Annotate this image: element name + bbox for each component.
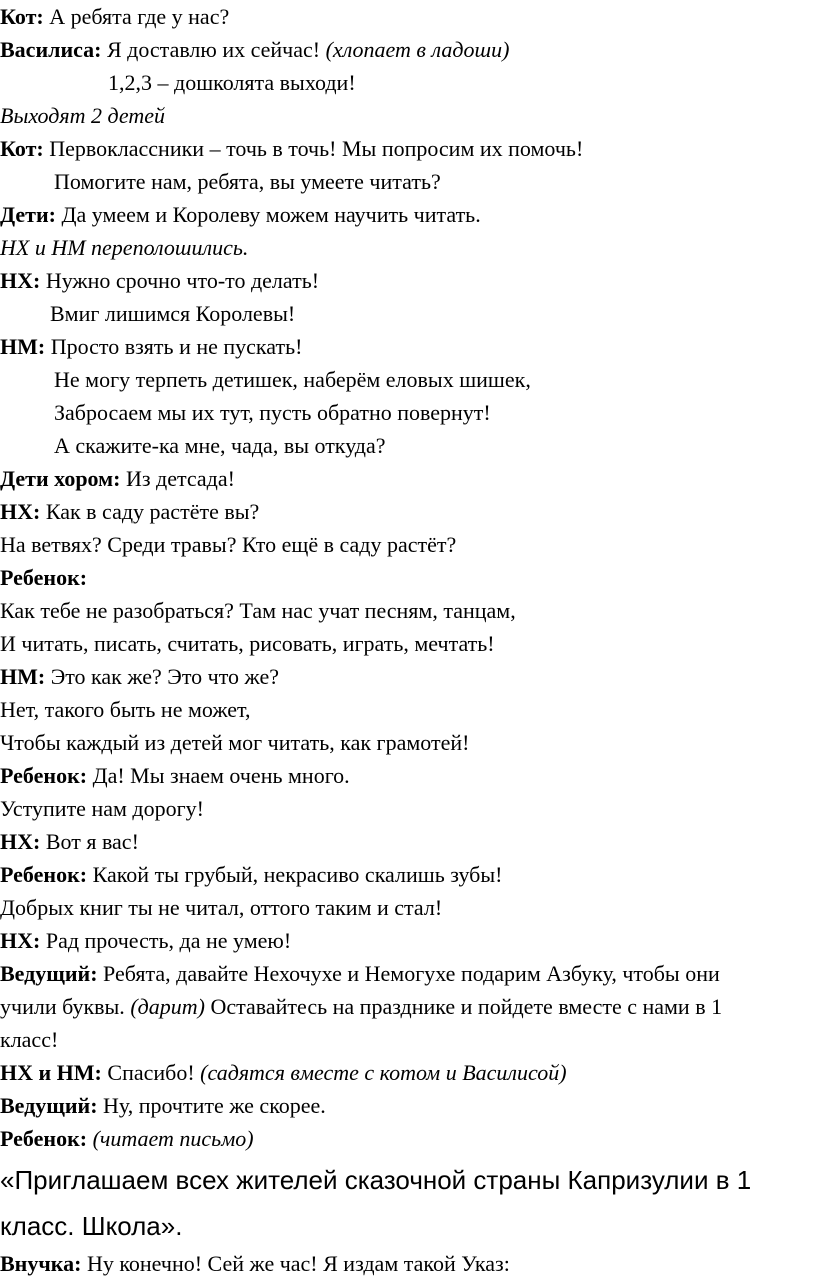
- script-line: [0, 924, 816, 957]
- stage-direction: (дарит): [130, 994, 205, 1019]
- script-line: [0, 495, 816, 528]
- speaker-name: Дети хором:: [0, 466, 121, 491]
- script-line: [0, 660, 816, 693]
- script-line: [0, 462, 816, 495]
- script-line: [0, 957, 816, 990]
- line-text: Спасибо!: [101, 1060, 201, 1085]
- script-line: [0, 1023, 816, 1056]
- line-text: На ветвях? Среди травы? Кто ещё в саду растёт?: [0, 532, 457, 557]
- stage-direction: Выходят 2 детей: [0, 103, 166, 128]
- line-text: И читать, писать, считать, рисовать, играть, мечтать!: [0, 631, 495, 656]
- line-text: Оставайтесь на празднике и пойдете вместе с нами в 1: [204, 994, 723, 1019]
- script-line: [0, 66, 816, 99]
- script-line: [0, 528, 816, 561]
- line-text: Ребята, давайте Нехочухе и Немогухе подарим Азбуку, чтобы они: [97, 961, 720, 986]
- script-line: [0, 396, 816, 429]
- line-text: Не могу терпеть детишек, наберём еловых шишек,: [54, 367, 531, 392]
- line-text: Нет, такого быть не может,: [0, 697, 251, 722]
- line-text: Нужно срочно что-то делать!: [40, 268, 320, 293]
- line-text: А скажите-ка мне, чада, вы откуда?: [54, 433, 386, 458]
- script-line: [0, 594, 816, 627]
- line-text: Вмиг лишимся Королевы!: [50, 301, 296, 326]
- script-line: [0, 165, 816, 198]
- script-line: [0, 198, 816, 231]
- speaker-name: НХ:: [0, 829, 41, 854]
- script-line: [0, 132, 816, 165]
- line-text: Да умеем и Королеву можем научить читать.: [55, 202, 481, 227]
- script-line: [0, 264, 816, 297]
- script-line: [0, 1056, 816, 1089]
- script-line: [0, 363, 816, 396]
- script-line: [0, 561, 816, 594]
- script-line: [0, 429, 816, 462]
- script-line: [0, 726, 816, 759]
- line-text: Помогите нам, ребята, вы умеете читать?: [54, 169, 441, 194]
- line-text: класс!: [0, 1027, 59, 1052]
- script-line: [0, 693, 816, 726]
- speaker-name: Дети:: [0, 202, 56, 227]
- speaker-name: Внучка:: [0, 1251, 82, 1276]
- line-text: Первоклассники – точь в точь! Мы попросим их помочь!: [43, 136, 584, 161]
- speaker-name: НХ и НМ:: [0, 1060, 102, 1085]
- speaker-name: Ребенок:: [0, 763, 88, 788]
- speaker-name: НМ:: [0, 664, 46, 689]
- script-line: [0, 1122, 816, 1155]
- line-text: Чтобы каждый из детей мог читать, как грамотей!: [0, 730, 470, 755]
- speaker-name: Василиса:: [0, 37, 102, 62]
- line-text: Рад прочесть, да не умею!: [40, 928, 292, 953]
- script-line: [0, 1089, 816, 1122]
- line-text: Как в саду растёте вы?: [40, 499, 260, 524]
- speaker-name: НХ:: [0, 928, 41, 953]
- script-line: [0, 1247, 816, 1280]
- script-line: [0, 627, 816, 660]
- script-line: [0, 792, 816, 825]
- speaker-name: НХ:: [0, 268, 41, 293]
- line-text: 1,2,3 – дошколята выходи!: [108, 70, 356, 95]
- line-text: Вот я вас!: [40, 829, 139, 854]
- script-line: [0, 825, 816, 858]
- script-line: [0, 759, 816, 792]
- stage-direction: (садятся вместе с котом и Василисой): [200, 1060, 567, 1085]
- stage-direction: НХ и НМ переполошились.: [0, 235, 249, 260]
- line-text: Какой ты грубый, некрасиво скалишь зубы!: [87, 862, 503, 887]
- speaker-name: Ведущий:: [0, 1093, 98, 1118]
- script-line: [0, 231, 816, 264]
- speaker-name: НМ:: [0, 334, 46, 359]
- line-text: Забросаем мы их тут, пусть обратно повернут!: [54, 400, 491, 425]
- speaker-name: Кот:: [0, 136, 44, 161]
- script-line: [0, 858, 816, 891]
- stage-direction: (хлопает в ладоши): [325, 37, 510, 62]
- letter-text: [0, 1155, 816, 1205]
- script-line: [0, 891, 816, 924]
- line-text: класс. Школа».: [0, 1211, 183, 1241]
- speaker-name: Ребенок:: [0, 565, 88, 590]
- script-line: [0, 33, 816, 66]
- line-text: Из детсада!: [120, 466, 235, 491]
- line-text: «Приглашаем всех жителей сказочной страны Капризулии в 1: [0, 1165, 752, 1195]
- speaker-name: Ведущий:: [0, 961, 98, 986]
- letter-text: [0, 1205, 816, 1247]
- line-text: Просто взять и не пускать!: [45, 334, 303, 359]
- line-text: учили буквы.: [0, 994, 131, 1019]
- line-text: А ребята где у нас?: [43, 4, 230, 29]
- script-line: [0, 990, 816, 1023]
- line-text: Добрых книг ты не читал, оттого таким и стал!: [0, 895, 443, 920]
- speaker-name: НХ:: [0, 499, 41, 524]
- script-line: [0, 99, 816, 132]
- line-text: Ну, прочтите же скорее.: [97, 1093, 326, 1118]
- line-text: Ну конечно! Сей же час! Я издам такой Указ:: [81, 1251, 510, 1276]
- speaker-name: Кот:: [0, 4, 44, 29]
- speaker-name: Ребенок:: [0, 862, 88, 887]
- speaker-name: Ребенок:: [0, 1126, 88, 1151]
- line-text: Уступите нам дорогу!: [0, 796, 204, 821]
- script-line: [0, 0, 816, 33]
- line-text: Это как же? Это что же?: [45, 664, 279, 689]
- stage-direction: (читает письмо): [92, 1126, 254, 1151]
- line-text: Как тебе не разобраться? Там нас учат песням, танцам,: [0, 598, 516, 623]
- line-text: Да! Мы знаем очень много.: [87, 763, 350, 788]
- line-text: Я доставлю их сейчас!: [101, 37, 326, 62]
- script-line: [0, 297, 816, 330]
- script-line: [0, 330, 816, 363]
